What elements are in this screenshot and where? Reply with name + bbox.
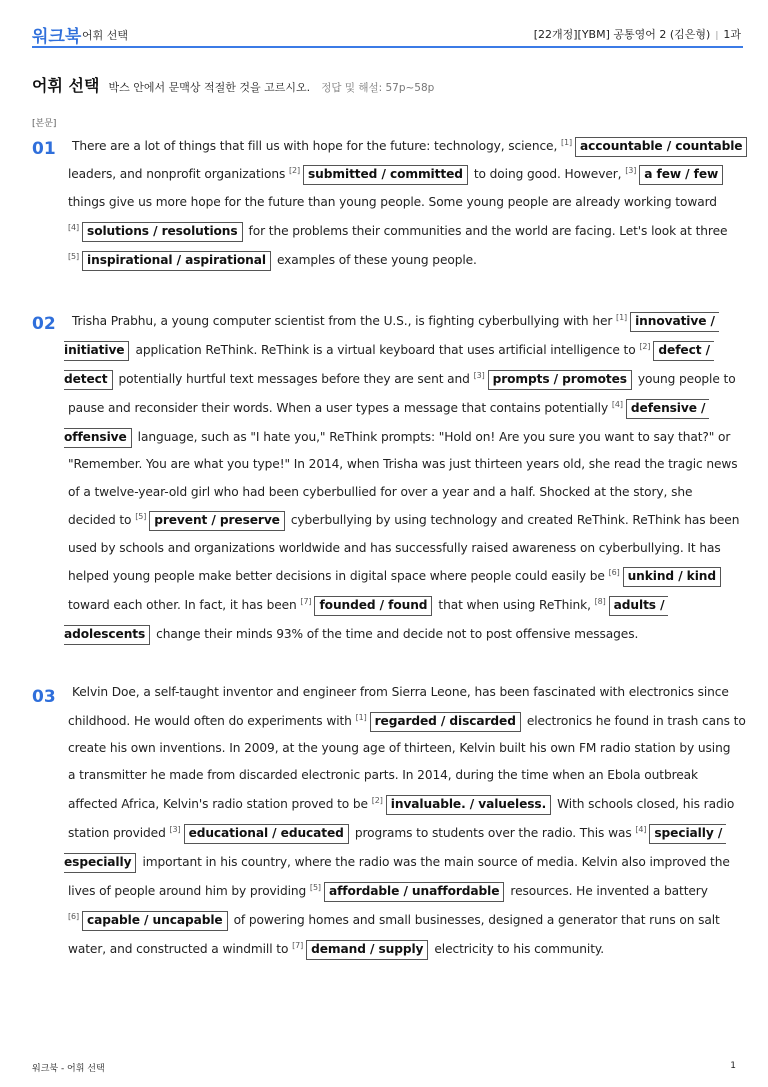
passage-text: lives of people around him by providing [68,884,307,898]
passage-text: important in his country, where the radio was the main source of media. Kelvin also improved the [142,855,730,869]
brand-subtitle: 어휘 선택 [82,29,129,42]
choice-box[interactable]: a few / few [639,165,723,185]
passage-line [68,940,604,960]
passage-line [68,195,717,209]
choice-box-end[interactable]: initiative [64,341,129,361]
passage-text: Kelvin Doe, a self-taught inventor and engineer from Sierra Leone, has been fascinated with electronics since [72,685,729,699]
passage-line [68,222,727,242]
blank-number: [2] [639,342,651,351]
passage-text: "Remember. You are what you type!" In 2014, when Trisha was just thirteen years old, she read the tragic news [68,457,738,471]
passage-text: affected Africa, Kelvin's radio station proved to be [68,797,368,811]
passage-text: examples of these young people. [276,253,477,267]
blank-number: [5] [309,883,321,892]
passage-line [68,312,719,332]
passage-line [64,625,639,645]
passage-text: things give us more hope for the future than young people. Some young people are already working toward [68,195,717,209]
question-number-01: 01 [32,139,56,159]
choice-box[interactable]: prevent / preserve [149,511,285,531]
blank-number: [7] [292,941,304,950]
course-title: [22개정][YBM] 공통영어 2 (김은형) [533,28,711,41]
choice-box-end[interactable]: especially [64,853,136,873]
blank-number: [1] [561,138,573,147]
choice-box[interactable]: prompts / promotes [488,370,632,390]
choice-box-end[interactable]: adolescents [64,625,150,645]
choice-box[interactable]: affordable / unaffordable [324,882,504,902]
passage-text: application ReThink. ReThink is a virtual keyboard that uses artificial intelligence to [135,343,636,357]
choice-box[interactable]: educational / educated [184,824,349,844]
choice-box[interactable]: demand / supply [306,940,428,960]
passage-line [68,824,726,844]
passage-text: of powering homes and small businesses, designed a generator that runs on salt [233,913,720,927]
passage-line [68,541,721,555]
blank-number: [4] [635,825,647,834]
header-separator: | [715,31,719,41]
passage-line [64,428,731,448]
passage-text: resources. He invented a battery [510,884,708,898]
choice-box[interactable]: regarded / discarded [370,712,521,732]
blank-number: [6] [608,568,620,577]
course-info [534,26,741,42]
passage-text: for the problems their communities and the world are facing. Let's look at three [248,224,728,238]
passage-text: water, and constructed a windmill to [68,942,289,956]
blank-number: [3] [625,166,637,175]
blank-number: [3] [169,825,181,834]
choice-box[interactable]: inspirational / aspirational [82,251,271,271]
passage-text: helped young people make better decisions in digital space where people could easily be [68,569,605,583]
answer-reference: 정답 및 해설: 57p~58p [321,82,435,94]
passage-line [68,596,668,616]
choice-box[interactable]: founded / found [314,596,432,616]
passage-line [68,911,720,931]
passage-text: Trisha Prabhu, a young computer scientist from the U.S., is fighting cyberbullying with her [72,314,613,328]
passage-text: used by schools and organizations worldwide and has successfully raised awareness on cyberbullying. It has [68,541,721,555]
passage-text: There are a lot of things that fill us with hope for the future: technology, science, [72,139,558,153]
passage-line [68,882,708,902]
passage-text: decided to [68,513,132,527]
blank-number: [7] [300,597,312,606]
choice-box[interactable]: submitted / committed [303,165,468,185]
choice-box-start[interactable]: defensive / [626,399,709,419]
page-header [32,22,743,48]
passage-text: programs to students over the radio. This was [354,826,632,840]
passage-line [64,853,730,873]
choice-box[interactable]: capable / uncapable [82,911,228,931]
passage-text: that when using ReThink, [438,598,591,612]
passage-text: With schools closed, his radio [557,797,735,811]
passage-line [68,137,753,157]
question-number-02: 02 [32,314,56,334]
blank-number: [1] [616,313,628,322]
choice-box[interactable]: invaluable. / valueless. [386,795,551,815]
question-number-03: 03 [32,687,56,707]
passage-text: to doing good. However, [473,167,622,181]
passage-text: leaders, and nonprofit organizations [68,167,286,181]
passage-line [64,370,736,390]
section-title: 어휘 선택 [32,76,100,95]
passage-line [68,457,738,471]
brand-logo: 워크북 [32,27,82,47]
section-title-row [32,73,434,96]
passage-line [68,567,727,587]
blank-number: [4] [68,223,80,232]
passage-line [68,741,730,755]
passage-tag: [본문] [32,119,57,129]
passage-text: create his own inventions. In 2009, at the young age of thirteen, Kelvin built his own FM radio station by using [68,741,731,755]
passage-text: pause and reconsider their words. When a user types a message that contains potentially [68,401,609,415]
passage-text: station provided [68,826,166,840]
blank-number: [2] [371,796,383,805]
passage-line [68,165,729,185]
blank-number: [8] [594,597,606,606]
blank-number: [2] [288,166,301,175]
passage-text: electricity to his community. [434,942,605,956]
passage-text: cyberbullying by using technology and created ReThink. ReThink has been [290,513,740,527]
passage-text: toward each other. In fact, it has been [68,598,297,612]
instruction-text: 박스 안에서 문맥상 적절한 것을 고르시오. [108,81,311,94]
choice-box-start[interactable]: specially / [649,824,726,844]
blank-number: [4] [611,400,623,409]
passage-text: change their minds 93% of the time and decide not to post offensive messages. [156,627,639,641]
footer-label: 워크북 - 어휘 선택 [32,1064,105,1074]
choice-box[interactable]: unkind / kind [623,567,721,587]
page-number: 1 [730,1061,736,1071]
passage-line [68,399,709,419]
blank-number: [3] [473,371,485,380]
passage-line [68,251,477,271]
blank-number: [5] [135,512,147,521]
choice-box-start[interactable]: defect / [653,341,714,361]
choice-box-start[interactable]: adults / [609,596,669,616]
passage-line [68,768,698,782]
passage-line [68,485,692,499]
choice-box-end[interactable]: offensive [64,428,132,448]
choice-box[interactable]: accountable / countable [575,137,747,157]
passage-line [64,341,714,361]
blank-number: [1] [355,713,367,722]
choice-box-start[interactable]: innovative / [630,312,719,332]
passage-text: young people to [637,372,736,386]
passage-text: language, such as "I hate you," ReThink prompts: "Hold on! Are you sure you want to say that?" or [137,430,731,444]
passage-text: of a twelve-year-old girl who had been cyberbullied for over a year and a half. Shocked at the story, she [68,485,693,499]
lesson-label: 1과 [723,28,741,41]
passage-text: childhood. He would often do experiments with [68,714,352,728]
passage-line [68,685,729,699]
passage-line [68,712,746,732]
passage-line [68,795,734,815]
passage-text: potentially hurtful text messages before they are sent and [118,372,470,386]
passage-text: a transmitter he made from discarded electronic parts. In 2014, during the time when an Ebola outbreak [68,768,698,782]
passage-text: electronics he found in trash cans to [526,714,746,728]
passage-line [68,511,739,531]
choice-box[interactable]: solutions / resolutions [82,222,243,242]
blank-number: [6] [68,912,80,921]
blank-number: [5] [68,252,80,261]
choice-box-end[interactable]: detect [64,370,113,390]
